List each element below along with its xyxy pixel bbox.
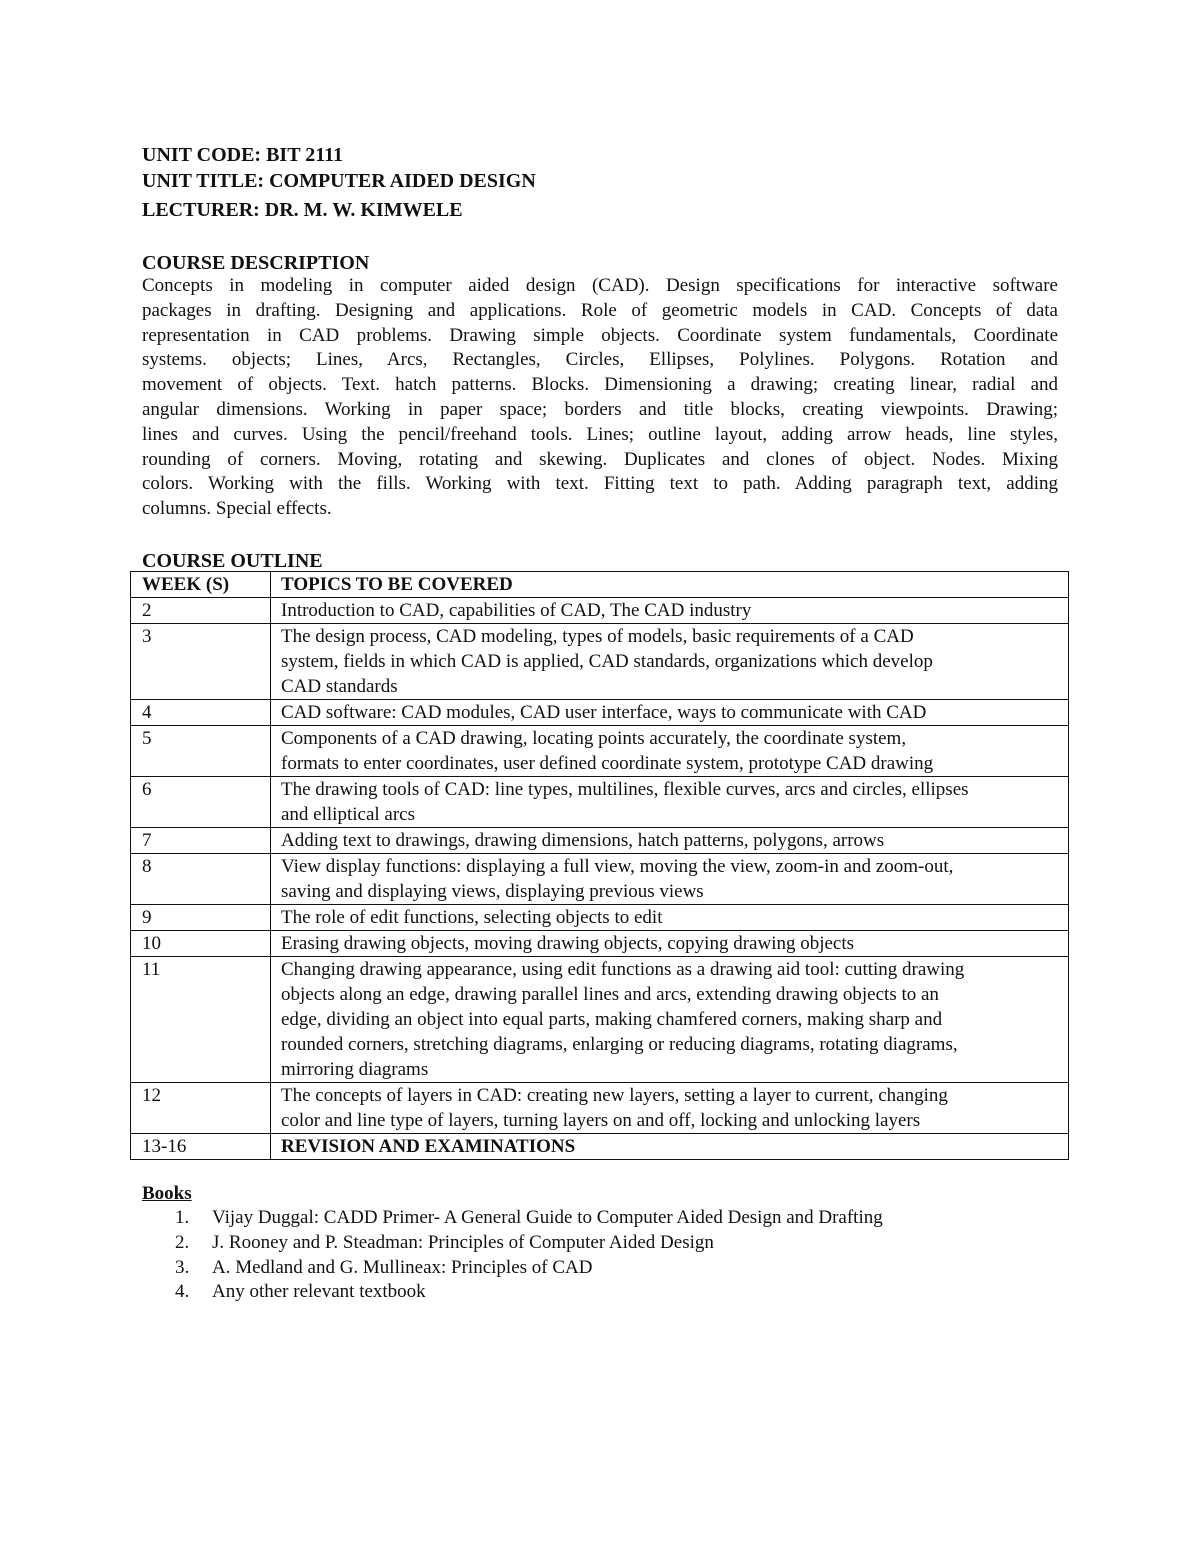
table-row [131, 854, 1069, 905]
description-line: representation in CAD problems. Drawing simple objects. Coordinate system fundamentals, Coordinate [142, 324, 1058, 346]
week-cell: 3 [131, 624, 271, 700]
week-cell: 4 [131, 700, 271, 726]
book-title: Vijay Duggal: CADD Primer- A General Guide to Computer Aided Design and Drafting [212, 1207, 883, 1228]
topic-line: The drawing tools of CAD: line types, multilines, flexible curves, arcs and circles, ellipses [281, 779, 969, 800]
topics-cell [271, 598, 1069, 624]
books-section [142, 1181, 883, 1305]
table-row [131, 1134, 1069, 1160]
book-item [142, 1280, 426, 1305]
topic-line: CAD standards [281, 676, 398, 697]
week-cell: 11 [131, 957, 271, 1083]
description-line: systems. objects; Lines, Arcs, Rectangles, Circles, Ellipses, Polylines. Polygons. Rotation and [142, 349, 1058, 371]
course-outline-table [130, 571, 1069, 1160]
topic-line: The design process, CAD modeling, types of models, basic requirements of a CAD [281, 626, 914, 647]
books-list [142, 1206, 883, 1305]
table-row [131, 931, 1069, 957]
topic-line: system, fields in which CAD is applied, CAD standards, organizations which develop [281, 651, 933, 672]
description-line: lines and curves. Using the pencil/freehand tools. Lines; outline layout, adding arrow heads, line styles, [142, 423, 1058, 445]
book-item [142, 1206, 883, 1231]
topics-cell [271, 777, 1069, 828]
topic-line: CAD software: CAD modules, CAD user interface, ways to communicate with CAD [281, 702, 927, 723]
topics-cell [271, 828, 1069, 854]
course-description-paragraph [142, 274, 1058, 522]
topic-line: View display functions: displaying a full view, moving the view, zoom-in and zoom-out, [281, 856, 954, 877]
table-row [131, 957, 1069, 1083]
book-number: 1. [175, 1207, 190, 1228]
description-line: columns. Special effects. [142, 498, 332, 520]
topics-cell [271, 1083, 1069, 1134]
week-cell: 10 [131, 931, 271, 957]
course-outline-heading: COURSE OUTLINE [142, 550, 323, 572]
topic-line: and elliptical arcs [281, 804, 415, 825]
book-title: A. Medland and G. Mullineax: Principles of CAD [212, 1256, 593, 1278]
week-cell: 7 [131, 828, 271, 854]
description-line: movement of objects. Text. hatch patterns. Blocks. Dimensioning a drawing; creating linear, radial and [142, 374, 1058, 396]
week-cell: 5 [131, 726, 271, 777]
table-row [131, 777, 1069, 828]
topic-line: The concepts of layers in CAD: creating new layers, setting a layer to current, changing [281, 1085, 948, 1106]
topic-line: REVISION AND EXAMINATIONS [281, 1136, 576, 1157]
column-header-week: WEEK (S) [131, 572, 271, 598]
week-cell: 9 [131, 905, 271, 931]
topic-line: saving and displaying views, displaying previous views [281, 881, 704, 902]
topic-line: edge, dividing an object into equal parts, making chamfered corners, making sharp and [281, 1009, 943, 1030]
table-row [131, 905, 1069, 931]
books-heading: Books [142, 1183, 192, 1204]
topics-cell [271, 624, 1069, 700]
table-row [131, 726, 1069, 777]
table-header-row [131, 572, 1069, 598]
topics-cell [271, 700, 1069, 726]
week-cell: 12 [131, 1083, 271, 1134]
topics-cell [271, 931, 1069, 957]
description-line: angular dimensions. Working in paper space; borders and title blocks, creating viewpoints. Drawing; [142, 398, 1058, 420]
topic-line: color and line type of layers, turning layers on and off, locking and unlocking layers [281, 1110, 921, 1131]
topic-line: Changing drawing appearance, using edit functions as a drawing aid tool: cutting drawing [281, 959, 965, 980]
table-row [131, 828, 1069, 854]
topics-cell [271, 905, 1069, 931]
week-cell: 8 [131, 854, 271, 905]
book-item [142, 1256, 593, 1281]
topics-cell [271, 1134, 1069, 1160]
topic-line: mirroring diagrams [281, 1059, 429, 1080]
table-row [131, 1083, 1069, 1134]
topics-cell [271, 854, 1069, 905]
course-description-heading: COURSE DESCRIPTION [142, 252, 370, 274]
topic-line: Adding text to drawings, drawing dimensions, hatch patterns, polygons, arrows [281, 830, 885, 851]
week-cell: 6 [131, 777, 271, 828]
topic-line: Components of a CAD drawing, locating points accurately, the coordinate system, [281, 728, 907, 749]
week-cell: 2 [131, 598, 271, 624]
table-row [131, 624, 1069, 700]
book-number: 4. [175, 1281, 190, 1303]
table-row [131, 598, 1069, 624]
topic-line: The role of edit functions, selecting objects to edit [281, 907, 663, 928]
topic-line: rounded corners, stretching diagrams, enlarging or reducing diagrams, rotating diagrams, [281, 1034, 958, 1055]
column-header-topics: TOPICS TO BE COVERED [271, 572, 1069, 598]
topics-cell [271, 957, 1069, 1083]
topic-line: formats to enter coordinates, user defined coordinate system, prototype CAD drawing [281, 753, 934, 774]
week-cell: 13-16 [131, 1134, 271, 1160]
topics-cell [271, 726, 1069, 777]
description-line: rounding of corners. Moving, rotating and skewing. Duplicates and clones of object. Nodes. Mixing [142, 448, 1058, 470]
topic-line: objects along an edge, drawing parallel lines and arcs, extending drawing objects to an [281, 984, 939, 1005]
lecturer: LECTURER: DR. M. W. KIMWELE [142, 199, 463, 221]
book-number: 2. [175, 1231, 190, 1253]
book-title: J. Rooney and P. Steadman: Principles of Computer Aided Design [212, 1231, 714, 1253]
unit-code: UNIT CODE: BIT 2111 [142, 144, 343, 166]
book-title: Any other relevant textbook [212, 1281, 426, 1303]
unit-title: UNIT TITLE: COMPUTER AIDED DESIGN [142, 170, 536, 192]
description-line: Concepts in modeling in computer aided design (CAD). Design specifications for interactive software [142, 275, 1058, 296]
description-line: packages in drafting. Designing and applications. Role of geometric models in CAD. Concepts of data [142, 299, 1058, 321]
topic-line: Erasing drawing objects, moving drawing objects, copying drawing objects [281, 933, 855, 954]
description-line: colors. Working with the fills. Working with text. Fitting text to path. Adding paragraph text, adding [142, 473, 1058, 495]
table-row [131, 700, 1069, 726]
book-number: 3. [175, 1256, 190, 1278]
topic-line: Introduction to CAD, capabilities of CAD, The CAD industry [281, 600, 752, 621]
book-item [142, 1231, 714, 1256]
